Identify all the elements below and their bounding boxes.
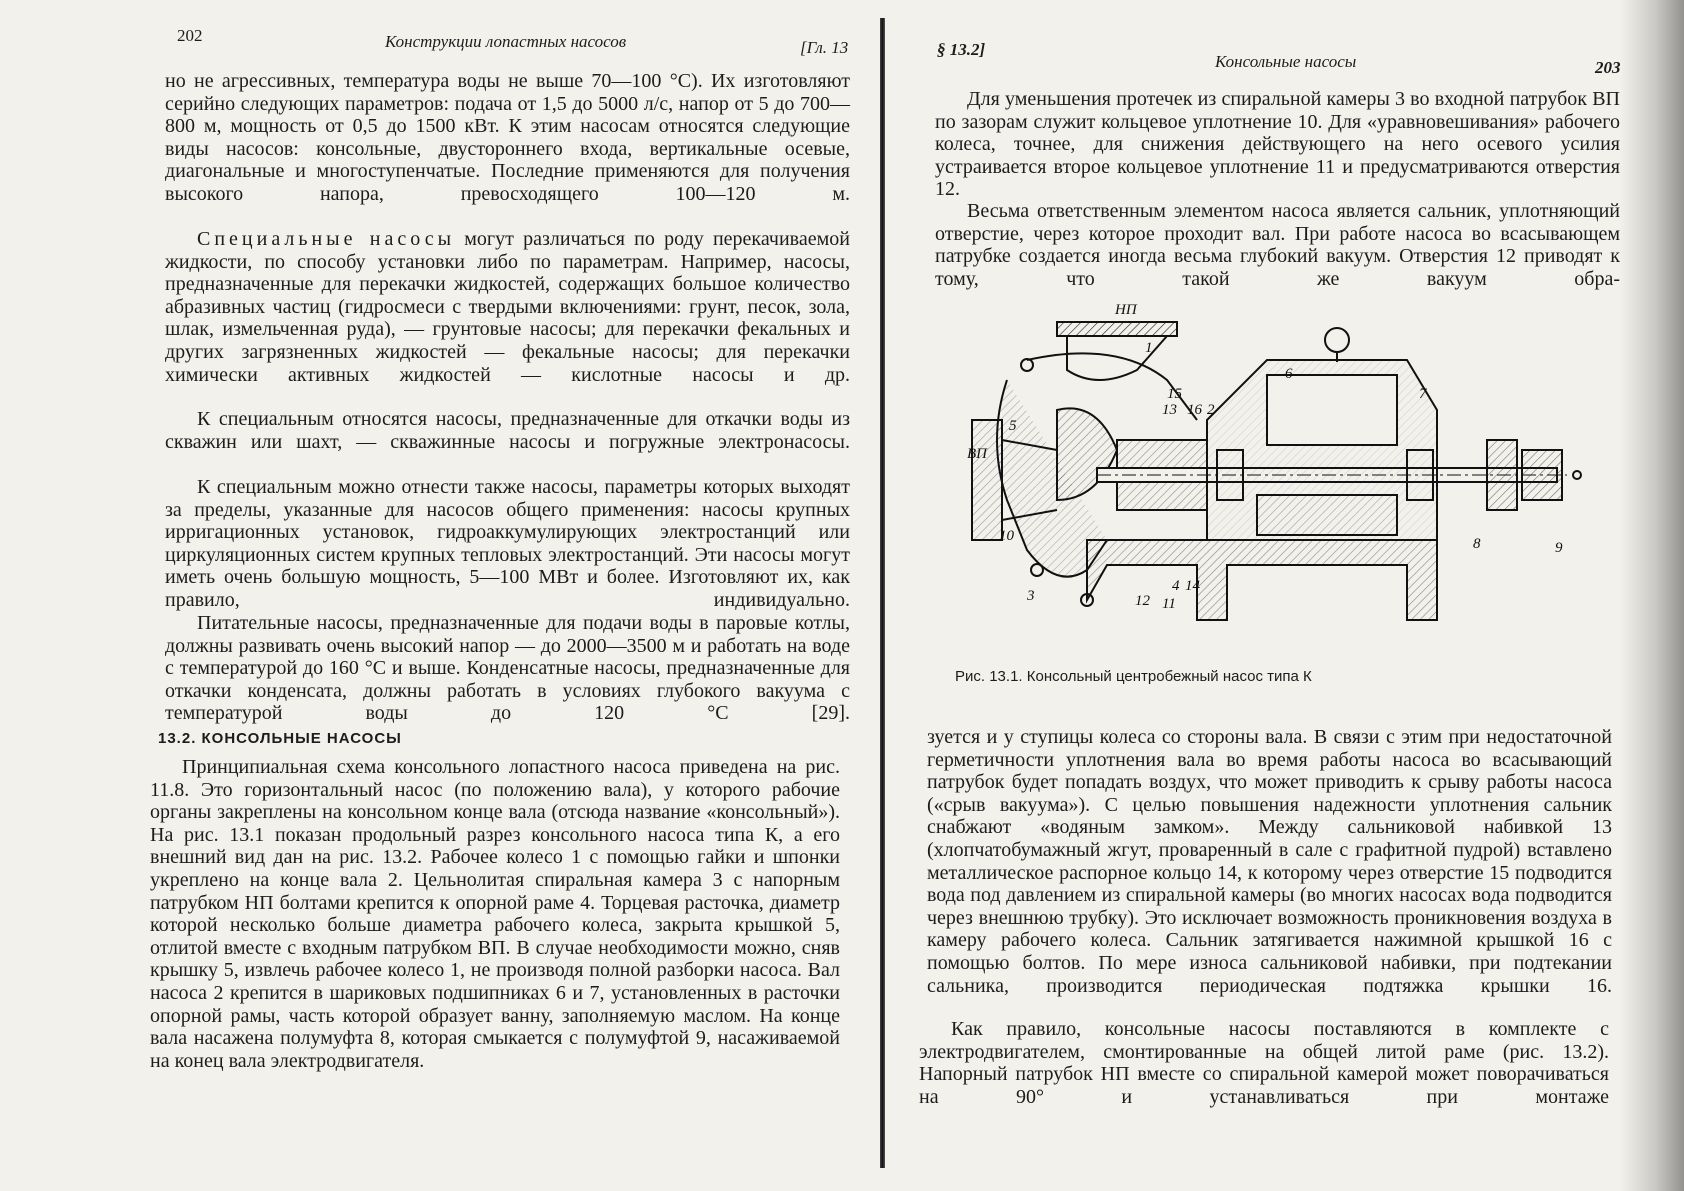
running-title-right: Консольные насосы <box>1215 52 1357 71</box>
page-number-right: 203 <box>1595 58 1621 77</box>
coupling-half-9 <box>1522 450 1562 500</box>
figure-label: 3 <box>1027 588 1035 604</box>
figure-label: 8 <box>1473 536 1481 552</box>
paragraph: Питательные насосы, предназначенные для подачи воды в паровые котлы, должны развивать очень высокий напор — до 2000—3500 м и работать на воде с температурой до 160 °С и выше. Конденсатные насосы, предназначенные для откачки конденсата, должны работать в условиях глубокого вакуума с температурой воды до 120 °С [29]. <box>165 612 850 725</box>
figure-label: 7 <box>1419 386 1427 402</box>
chapter-ref: [Гл. 13 <box>800 38 849 57</box>
figure-label: 10 <box>999 528 1014 544</box>
figure-label: 1 <box>1145 340 1153 356</box>
paragraph: К специальным относятся насосы, предназначенные для откачки воды из скважин или шахт, — скважинные насосы и погружные электронасосы. <box>165 408 850 453</box>
pump-cross-section-figure <box>967 300 1607 660</box>
paragraph: Принципиальная схема консольного лопастного насоса приведена на рис. 11.8. Это горизонтальный насос (по положению вала), у которого рабочие органы закреплены на консольном конце вала (отсюда название «консольный»). На рис. 13.1 показан продольный разрез консольного насоса типа К, а его внешний вид дан на рис. 13.2. Рабочее колесо 1 с помощью гайки и шпонки укреплено на конце вала 2. Цельнолитая спиральная камера 3 с напорным патрубком НП болтами крепится к опорной раме 4. Торцевая расточка, диаметр которой несколько больше диаметра рабочего колеса, закрыта крышкой 5, отлитой вместе с входным патрубком ВП. В случае необходимости можно, сняв крышку 5, извлечь рабочее колесо 1, не производя полной разборки насоса. Вал насоса 2 крепится в шариковых подшипниках 6 и 7, установленных в расточки опорной рамы, часть которой образует ванну, заполняемую маслом. На конце вала насажена полумуфта 8, которая смыкается с полумуфтой 9, насаживаемой на конец вала электродвигателя. <box>150 756 840 1072</box>
page-number-left: 202 <box>177 26 203 45</box>
figure-label: 12 <box>1135 593 1150 609</box>
paragraph-body: могут различаться по роду перекачиваемой жидкости, по способу установки либо по параметрам. Например, насосы, предназначенные для перекачки жидкостей, содержащих большое количество абразивных частиц (гидросмеси с твердыми включениями: грунт, песок, зола, шлак, измельченная руда), — грунтовые насосы; для перекачки фекальных и других загрязненных жидкостей — фекальные насосы; для перекачки химически активных жидкостей — кислотные насосы и др. <box>165 228 850 386</box>
figure-label: ВП <box>967 446 987 462</box>
figure-label: 6 <box>1285 366 1293 382</box>
paragraph: Для уменьшения протечек из спиральной камеры 3 во входной патрубок ВП по зазорам служит кольцевое уплотнение 10. Для «уравновешивания» рабочего колеса, точнее, для снижения действующего на него осевого усилия устраивается второе кольцевое уплотнение 11 и предусматриваются отверстия 12. <box>935 88 1620 201</box>
figure-label: 2 <box>1207 402 1215 418</box>
section-title: 13.2. КОНСОЛЬНЫЕ НАСОСЫ <box>158 730 402 747</box>
running-title-left: Конструкции лопастных насосов <box>385 32 627 51</box>
eye-bolt <box>1325 328 1349 352</box>
gland <box>1117 440 1207 468</box>
right-page <box>895 0 1684 1191</box>
figure-label: 15 <box>1167 386 1182 402</box>
paragraph: Весьма ответственным элементом насоса является сальник, уплотняющий отверстие, через которое проходит вал. При работе насоса во всасывающем патрубке создается иногда весьма глубокий вакуум. Отверстия 12 приводят к тому, что такой же вакуум обра- <box>935 200 1620 290</box>
figure-caption: Рис. 13.1. Консольный центробежный насос типа К <box>955 668 1312 685</box>
paragraph: Как правило, консольные насосы поставляются в комплекте с электродвигателем, смонтированные на общей литой раме (рис. 13.2). Напорный патрубок НП вместе со спиральной камерой может поворачиваться на 90° и устанавливаться при монтаже <box>919 1018 1609 1108</box>
paragraph: зуется и у ступицы колеса со стороны вала. В связи с этим при недостаточной герметичности уплотнения вала во время работы насоса во всасывающий патрубок будет попадать воздух, что может приводить к срыву работы насоса («срыв вакуума»). С целью повышения надежности уплотнения сальник снабжают «водяным замком». Между сальниковой набивкой 13 (хлопчатобумажный жгут, проваренный в сале с графитной пудрой) вставлено металлическое распорное кольцо 14, к которому через отверстие 15 подводится вода под давлением из спиральной камеры (во многих насосах вода подводится через внешнюю трубку). Это исключает возможность проникновения воздуха в камеру рабочего колеса. Сальник затягивается нажимной крышкой 16 с помощью болтов. По мере износа сальниковой набивки, при подтекании сальника, производится периодическая подтяжка крышки 16. <box>927 726 1612 997</box>
inlet-flange <box>972 420 1002 540</box>
coupling-half-8 <box>1487 440 1517 510</box>
scan-shadow <box>1620 0 1684 1191</box>
paragraph: но не агрессивных, температура воды не выше 70—100 °С). Их изготовляют серийно следующих параметров: подача от 1,5 до 5000 л/с, напор от 5 до 700—800 м, мощность от 0,5 до 1500 кВт. К этим насосам относятся следующие виды насосов: консольные, двустороннего входа, вертикальные осевые, диагональные и многоступенчатые. Последние применяются для получения высокого напора, превосходящего 100—120 м. <box>165 70 850 205</box>
figure-label: 13 <box>1162 402 1177 418</box>
figure-label: 16 <box>1187 402 1202 418</box>
paragraph-special <box>165 228 850 386</box>
figure-label: 11 <box>1162 596 1176 612</box>
oil-bath <box>1257 495 1397 535</box>
book-spine <box>880 18 885 1168</box>
figure-label: 5 <box>1009 418 1017 434</box>
impeller <box>1057 408 1117 500</box>
special-term: Специальные насосы <box>197 228 456 250</box>
outlet-flange <box>1057 322 1177 336</box>
paragraph: К специальным можно отнести также насосы, параметры которых выходят за пределы, указанные для насосов общего применения: насосы крупных ирригационных установок, гидроаккумулирующих электростанций или циркуляционных систем крупных тепловых электростанций. Эти насосы могут иметь очень большую мощность, 5—100 МВт и более. Изготовляют их, как правило, индивидуально. <box>165 476 850 611</box>
figure-label: НП <box>1115 302 1137 318</box>
figure-label: 9 <box>1555 540 1563 556</box>
figure-label: 14 <box>1185 578 1200 594</box>
figure-label: 4 <box>1172 578 1180 594</box>
section-ref: § 13.2] <box>937 40 986 59</box>
